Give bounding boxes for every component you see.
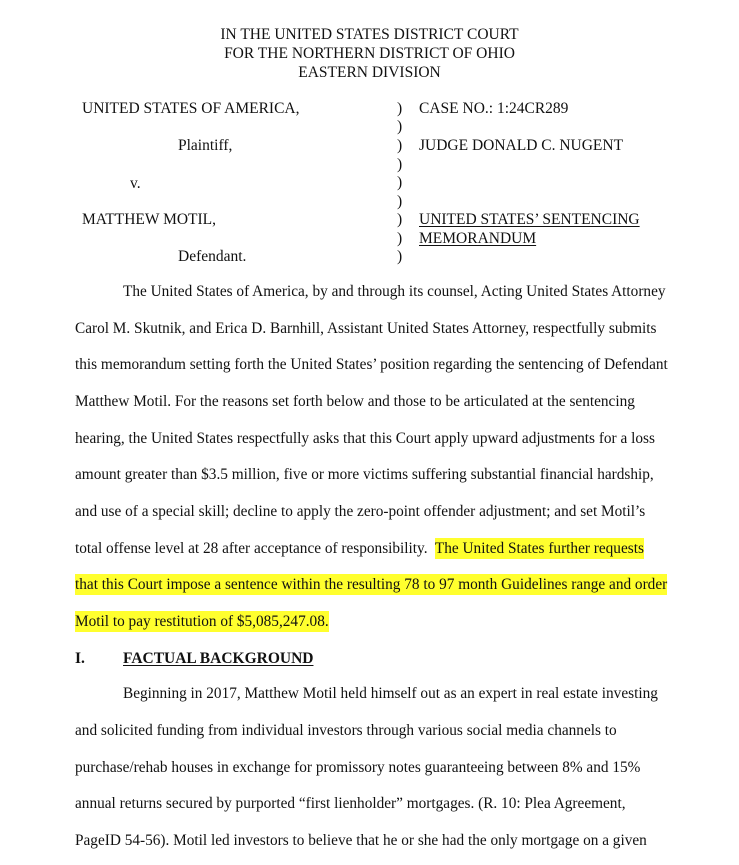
court-division-line: EASTERN DIVISION xyxy=(298,64,441,81)
caption-paren: ) xyxy=(397,156,403,173)
caption-paren: ) xyxy=(397,174,403,191)
judge-name: JUDGE DONALD C. NUGENT xyxy=(419,137,624,154)
section-title: FACTUAL BACKGROUND xyxy=(123,650,314,667)
plaintiff-name: UNITED STATES OF AMERICA, xyxy=(82,100,300,117)
case-number: CASE NO.: 1:24CR289 xyxy=(419,100,569,117)
defendant-role: Defendant. xyxy=(178,248,247,265)
background-line-1: Beginning in 2017, Matthew Motil held himself out as an expert in real estate investing xyxy=(123,685,658,702)
section-number: I. xyxy=(75,650,85,667)
intro-line-9 xyxy=(75,576,667,594)
highlighted-text: that this Court impose a sentence within the resulting 78 to 97 month Guidelines range and order xyxy=(75,576,668,593)
caption-paren: ) xyxy=(397,100,403,117)
background-line-2: and solicited funding from individual investors through various social media channels to xyxy=(75,722,617,739)
intro-line-10 xyxy=(75,613,329,631)
background-line-3: purchase/rehab houses in exchange for promissory notes guaranteeing between 8% and 15% xyxy=(75,759,641,776)
intro-line-6: amount greater than $3.5 million, five or more victims suffering substantial financial hardship, xyxy=(75,466,654,483)
highlighted-text: Motil to pay restitution of $5,085,247.08. xyxy=(75,613,329,630)
intro-line-2: Carol M. Skutnik, and Erica D. Barnhill, Assistant United States Attorney, respectfully submits xyxy=(75,320,657,337)
caption-paren: ) xyxy=(397,230,403,247)
background-line-4: annual returns secured by purported “first lienholder” mortgages. (R. 10: Plea Agreement, xyxy=(75,795,626,812)
intro-line-4: Matthew Motil. For the reasons set forth below and those to be articulated at the sentencing xyxy=(75,393,635,410)
caption-paren: ) xyxy=(397,118,403,135)
intro-line-3: this memorandum setting forth the United States’ position regarding the sentencing of Defendant xyxy=(75,356,668,373)
intro-line-5: hearing, the United States respectfully asks that this Court apply upward adjustments for a loss xyxy=(75,430,655,447)
intro-line-8 xyxy=(75,540,644,558)
intro-line-8-plain: total offense level at 28 after acceptance of responsibility. xyxy=(75,540,428,557)
background-line-5: PageID 54-56). Motil led investors to believe that he or she had the only mortgage on a given xyxy=(75,832,647,849)
highlighted-text: The United States further requests xyxy=(434,540,644,557)
caption-paren: ) xyxy=(397,137,403,154)
intro-line-1: The United States of America, by and through its counsel, Acting United States Attorney xyxy=(123,283,666,300)
court-name-line: IN THE UNITED STATES DISTRICT COURT xyxy=(220,26,519,43)
caption-paren: ) xyxy=(397,248,403,265)
court-district-line: FOR THE NORTHERN DISTRICT OF OHIO xyxy=(224,45,515,62)
caption-paren: ) xyxy=(397,193,403,210)
document-title-line2: MEMORANDUM xyxy=(419,230,537,247)
plaintiff-role: Plaintiff, xyxy=(178,137,233,154)
caption-paren: ) xyxy=(397,211,403,228)
intro-line-7: and use of a special skill; decline to apply the zero-point offender adjustment; and set Motil’s xyxy=(75,503,646,520)
document-title-line1: UNITED STATES’ SENTENCING xyxy=(419,211,640,228)
versus-label: v. xyxy=(130,175,141,192)
defendant-name: MATTHEW MOTIL, xyxy=(82,211,217,228)
